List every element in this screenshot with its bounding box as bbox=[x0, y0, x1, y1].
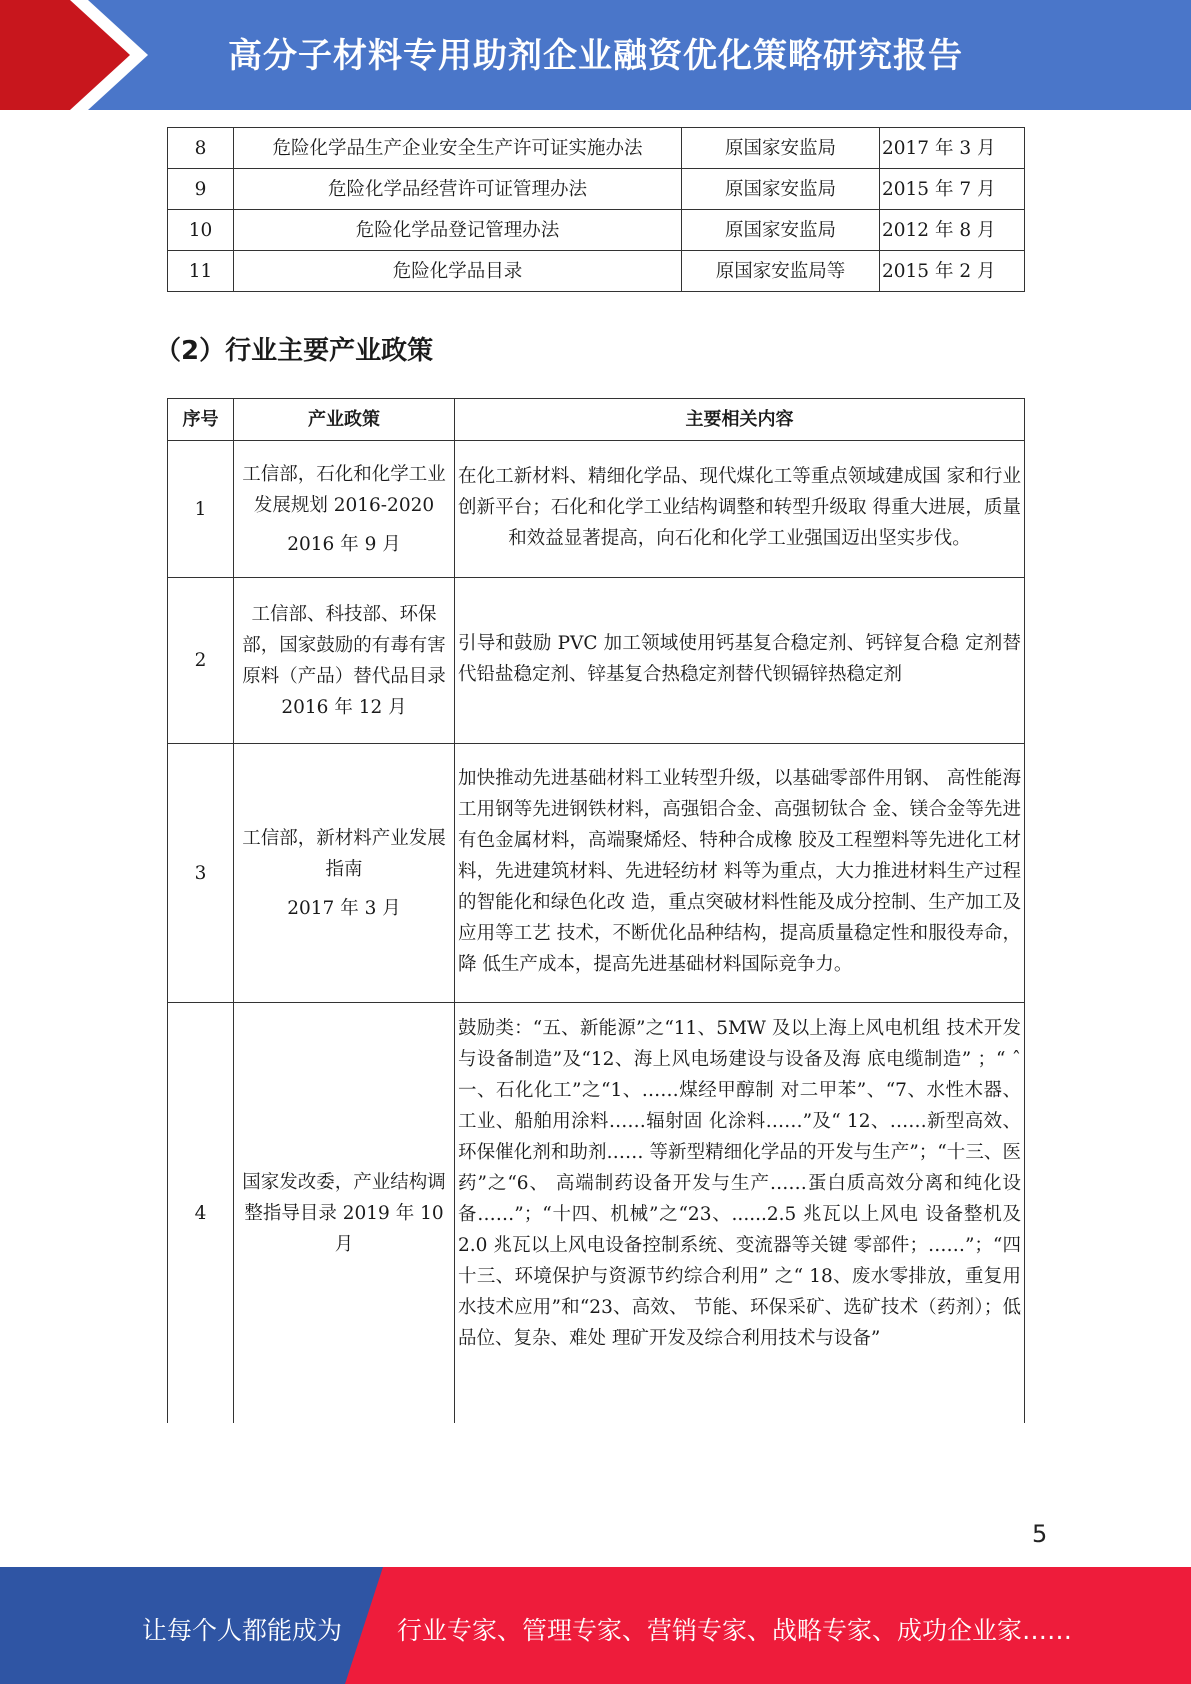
regulation-name: 危险化学品生产企业安全生产许可证实施办法 bbox=[234, 128, 682, 169]
policy-content: 引导和鼓励 PVC 加工领域使用钙基复合稳定剂、钙锌复合稳 定剂替代铅盐稳定剂、锌基复合热稳定剂替代钡镉锌热稳定剂 bbox=[455, 578, 1025, 744]
regulation-name: 危险化学品目录 bbox=[234, 251, 682, 292]
regulation-date: 2015 年 2 月 bbox=[880, 251, 1025, 292]
header-no: 序号 bbox=[168, 399, 234, 441]
regulation-name: 危险化学品经营许可证管理办法 bbox=[234, 169, 682, 210]
regulation-name: 危险化学品登记管理办法 bbox=[234, 210, 682, 251]
row-number: 4 bbox=[168, 1003, 234, 1424]
table-row bbox=[168, 210, 1025, 251]
regulation-date: 2012 年 8 月 bbox=[880, 210, 1025, 251]
row-number: 8 bbox=[168, 128, 234, 169]
page-footer bbox=[0, 1567, 1191, 1684]
policy-content: 在化工新材料、精细化学品、现代煤化工等重点领域建成国 家和行业创新平台；石化和化学工业结构调整和转型升级取 得重大进展，质量和效益显著提高，向石化和化学工业强国迈出坚实步伐。 bbox=[455, 441, 1025, 578]
regulation-issuer: 原国家安监局 bbox=[682, 169, 880, 210]
policy-name: 工信部，新材料产业发展指南 bbox=[242, 827, 446, 880]
header-content: 主要相关内容 bbox=[455, 399, 1025, 441]
row-number: 2 bbox=[168, 578, 234, 744]
table-header-row bbox=[168, 399, 1025, 441]
policy-cell bbox=[234, 441, 455, 578]
policy-content: 鼓励类：“五、新能源”之“11、5MW 及以上海上风电机组 技术开发与设备制造”及“12、海上风电场建设与设备及海 底电缆制造” ；“ ˆ一、石化化工”之“1、……煤经甲醇制 对二甲苯”、“7、水性木器、工业、船舶用涂料……辐射固 化涂料……”及“ 12、……新型高效、环保催化剂和助剂…… 等新型精细化学品的开发与生产”；“十三、医药”之“6、 高端制药设备开发与生产……蛋白质高效分离和纯化设 备……”；“十四、机械”之“23、......2.5 兆瓦以上风电 设备整机及 2.0 兆瓦以上风电设备控制系统、变流器等关键 零部件；……”；“四十三、环境保护与资源节约综合利用” 之“ 18、废水零排放，重复用水技术应用”和“23、高效、 节能、环保采矿、选矿技术（药剂）；低品位、复杂、难处 理矿开发及综合利用技术与设备” bbox=[455, 1003, 1025, 1424]
regulation-issuer: 原国家安监局 bbox=[682, 128, 880, 169]
footer-slogan-left: 让每个人都能成为 bbox=[142, 1616, 343, 1645]
policy-content: 加快推动先进基础材料工业转型升级，以基础零部件用钢、 高性能海工用钢等先进钢铁材料，高强铝合金、高强韧钛合 金、镁合金等先进有色金属材料，高端聚烯烃、特种合成橡 胶及工程塑料等先进化工材料，先进建筑材料、先进轻纺材 料等为重点，大力推进材料生产过程的智能化和绿色化改 造，重点突破材料性能及成分控制、生产加工及应用等工艺 技术，不断优化品种结构，提高质量稳定性和服役寿命，降 低生产成本，提高先进基础材料国际竞争力。 bbox=[455, 744, 1025, 1003]
row-number: 3 bbox=[168, 744, 234, 1003]
policy-name: 工信部，石化和化学工业发展规划 2016-2020 bbox=[242, 463, 446, 516]
row-number: 9 bbox=[168, 169, 234, 210]
section-heading: （2）行业主要产业政策 bbox=[155, 336, 434, 366]
table-row bbox=[168, 578, 1025, 744]
policy-cell bbox=[234, 578, 455, 744]
policy-cell bbox=[234, 1003, 455, 1424]
policy-cell bbox=[234, 744, 455, 1003]
report-title: 高分子材料专用助剂企业融资优化策略研究报告 bbox=[228, 36, 963, 76]
row-number: 1 bbox=[168, 441, 234, 578]
table-row bbox=[168, 744, 1025, 1003]
regulation-date: 2017 年 3 月 bbox=[880, 128, 1025, 169]
regulation-issuer: 原国家安监局等 bbox=[682, 251, 880, 292]
header-policy: 产业政策 bbox=[234, 399, 455, 441]
table-row bbox=[168, 251, 1025, 292]
regulations-table bbox=[167, 127, 1025, 292]
row-number: 10 bbox=[168, 210, 234, 251]
header-arrow-decoration bbox=[0, 0, 160, 110]
policy-date: 2016 年 9 月 bbox=[287, 533, 401, 555]
table-row bbox=[168, 169, 1025, 210]
regulation-issuer: 原国家安监局 bbox=[682, 210, 880, 251]
policy-table bbox=[167, 398, 1025, 1423]
page-header bbox=[0, 0, 1191, 110]
regulation-date: 2015 年 7 月 bbox=[880, 169, 1025, 210]
page-number: 5 bbox=[1032, 1520, 1048, 1548]
policy-name: 国家发改委，产业结构调整指导目录 2019 年 10 月 bbox=[242, 1171, 446, 1255]
footer-slogan-right: 行业专家、管理专家、营销专家、战略专家、成功企业家…… bbox=[397, 1616, 1073, 1645]
policy-date: 2017 年 3 月 bbox=[287, 897, 401, 919]
table-row bbox=[168, 441, 1025, 578]
table-row bbox=[168, 1003, 1025, 1424]
row-number: 11 bbox=[168, 251, 234, 292]
policy-name: 工信部、科技部、环保部，国家鼓励的有毒有害原料（产品）替代品目录 2016 年 12 月 bbox=[242, 603, 446, 718]
table-row bbox=[168, 128, 1025, 169]
